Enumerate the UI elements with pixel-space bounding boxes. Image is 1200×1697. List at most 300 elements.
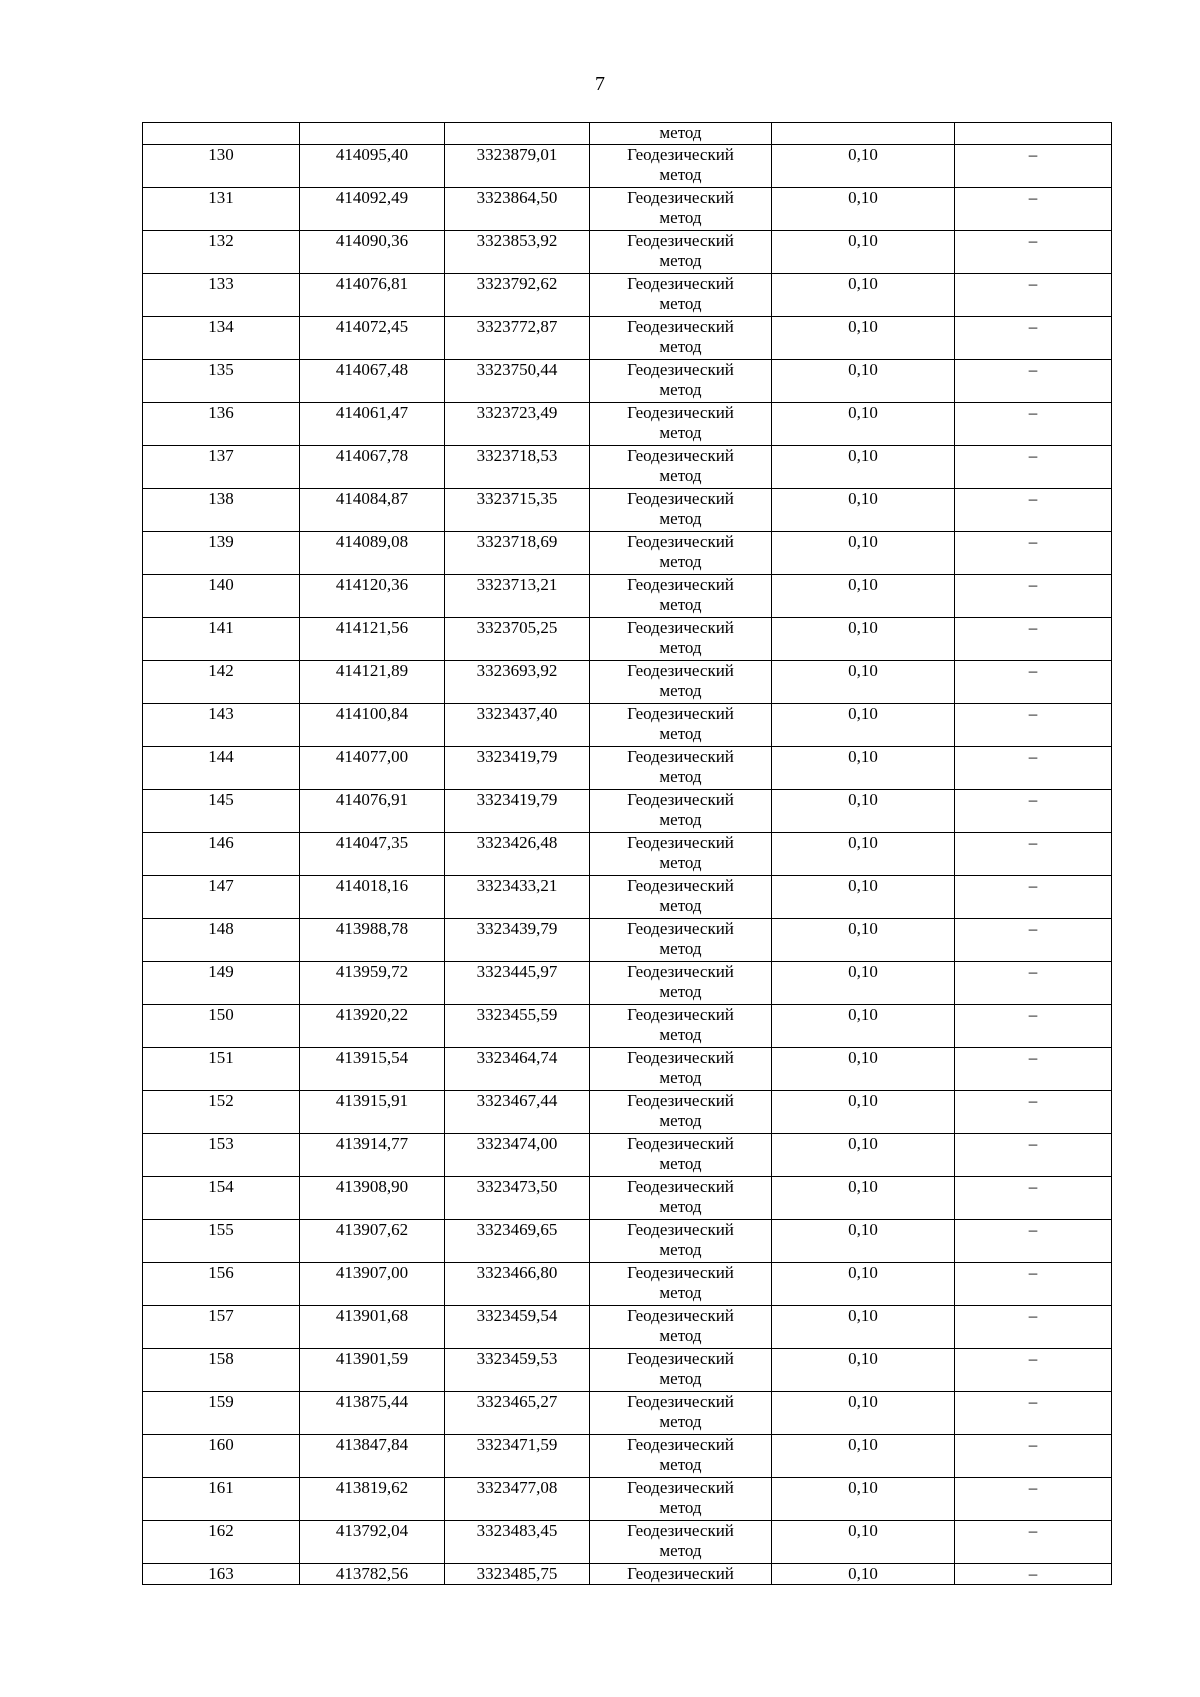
cell-x: 414120,36 xyxy=(300,575,445,618)
cell-x: 414061,47 xyxy=(300,403,445,446)
method-line-2: метод xyxy=(659,982,702,1001)
method-line-1: Геодезический xyxy=(627,661,734,680)
cell-point-number: 149 xyxy=(143,962,300,1005)
cell-method xyxy=(590,489,772,532)
cell-method xyxy=(590,188,772,231)
cell-y: 3323715,35 xyxy=(445,489,590,532)
method-line-2: метод xyxy=(659,1326,702,1345)
cell-point-number: 163 xyxy=(143,1564,300,1585)
cell-point-number: 139 xyxy=(143,532,300,575)
method-line-1: Геодезический xyxy=(627,790,734,809)
method-line-2: метод xyxy=(659,1283,702,1302)
method-line-1: Геодезический xyxy=(627,833,734,852)
method-line-1: Геодезический xyxy=(627,1048,734,1067)
method-line-1: Геодезический xyxy=(627,1263,734,1282)
method-line-1: Геодезический xyxy=(627,489,734,508)
method-line-2: метод xyxy=(659,1369,702,1388)
table-row xyxy=(143,1177,1112,1220)
cell-accuracy xyxy=(772,123,955,145)
cell-dash: – xyxy=(955,446,1112,489)
cell-x: 414047,35 xyxy=(300,833,445,876)
cell-dash: – xyxy=(955,1048,1112,1091)
cell-y: 3323718,69 xyxy=(445,532,590,575)
cell-method xyxy=(590,833,772,876)
cell-accuracy: 0,10 xyxy=(772,1005,955,1048)
cell-x: 413907,00 xyxy=(300,1263,445,1306)
cell-x: 413875,44 xyxy=(300,1392,445,1435)
method-line-2: метод xyxy=(659,1412,702,1431)
cell-method xyxy=(590,446,772,489)
table-row xyxy=(143,833,1112,876)
cell-method xyxy=(590,575,772,618)
cell-x: 413901,59 xyxy=(300,1349,445,1392)
cell-dash: – xyxy=(955,1005,1112,1048)
method-line-1: Геодезический xyxy=(627,1134,734,1153)
method-line-2: метод xyxy=(659,1154,702,1173)
method-line-1: Геодезический xyxy=(627,876,734,895)
method-line-2: метод xyxy=(659,595,702,614)
cell-dash: – xyxy=(955,360,1112,403)
table-row xyxy=(143,747,1112,790)
cell-accuracy: 0,10 xyxy=(772,188,955,231)
cell-x: 413792,04 xyxy=(300,1521,445,1564)
cell-point-number: 162 xyxy=(143,1521,300,1564)
method-line-2: метод xyxy=(659,1111,702,1130)
cell-x: 413847,84 xyxy=(300,1435,445,1478)
cell-y xyxy=(445,123,590,145)
method-line-1: Геодезический xyxy=(627,231,734,250)
table-row xyxy=(143,1392,1112,1435)
cell-point-number: 161 xyxy=(143,1478,300,1521)
cell-x: 414067,48 xyxy=(300,360,445,403)
cell-method xyxy=(590,1392,772,1435)
cell-y: 3323455,59 xyxy=(445,1005,590,1048)
cell-y: 3323485,75 xyxy=(445,1564,590,1585)
cell-point-number: 137 xyxy=(143,446,300,489)
table-row xyxy=(143,1306,1112,1349)
cell-dash: – xyxy=(955,661,1112,704)
cell-method xyxy=(590,1220,772,1263)
cell-method xyxy=(590,962,772,1005)
cell-y: 3323437,40 xyxy=(445,704,590,747)
cell-x: 414077,00 xyxy=(300,747,445,790)
cell-y: 3323419,79 xyxy=(445,747,590,790)
cell-accuracy: 0,10 xyxy=(772,575,955,618)
method-line-1: Геодезический xyxy=(627,403,734,422)
table-row xyxy=(143,1134,1112,1177)
method-line-2: метод xyxy=(659,208,702,227)
cell-accuracy: 0,10 xyxy=(772,1478,955,1521)
cell-accuracy: 0,10 xyxy=(772,231,955,274)
cell-point-number: 147 xyxy=(143,876,300,919)
cell-dash: – xyxy=(955,747,1112,790)
cell-method xyxy=(590,1349,772,1392)
cell-point-number: 138 xyxy=(143,489,300,532)
cell-accuracy: 0,10 xyxy=(772,360,955,403)
cell-accuracy: 0,10 xyxy=(772,1392,955,1435)
cell-accuracy: 0,10 xyxy=(772,1048,955,1091)
cell-point-number: 143 xyxy=(143,704,300,747)
cell-accuracy: 0,10 xyxy=(772,1134,955,1177)
cell-x: 413908,90 xyxy=(300,1177,445,1220)
cell-accuracy: 0,10 xyxy=(772,962,955,1005)
cell-y: 3323483,45 xyxy=(445,1521,590,1564)
cell-dash: – xyxy=(955,876,1112,919)
cell-method xyxy=(590,274,772,317)
cell-method xyxy=(590,1478,772,1521)
method-line-2: метод xyxy=(659,853,702,872)
method-line-1: Геодезический xyxy=(627,1349,734,1368)
cell-point-number: 153 xyxy=(143,1134,300,1177)
method-line-2: метод xyxy=(659,294,702,313)
cell-y: 3323792,62 xyxy=(445,274,590,317)
cell-dash: – xyxy=(955,317,1112,360)
cell-dash: – xyxy=(955,1091,1112,1134)
cell-dash: – xyxy=(955,1478,1112,1521)
cell-dash: – xyxy=(955,919,1112,962)
cell-y: 3323693,92 xyxy=(445,661,590,704)
cell-point-number: 141 xyxy=(143,618,300,661)
cell-method xyxy=(590,1091,772,1134)
cell-accuracy: 0,10 xyxy=(772,1177,955,1220)
cell-method xyxy=(590,1435,772,1478)
cell-point-number: 145 xyxy=(143,790,300,833)
cell-x: 414090,36 xyxy=(300,231,445,274)
table-row xyxy=(143,1263,1112,1306)
method-line-2: метод xyxy=(659,896,702,915)
cell-accuracy: 0,10 xyxy=(772,1263,955,1306)
cell-point-number: 151 xyxy=(143,1048,300,1091)
method-line-2: метод xyxy=(659,509,702,528)
cell-x: 414121,89 xyxy=(300,661,445,704)
cell-point-number: 142 xyxy=(143,661,300,704)
cell-accuracy: 0,10 xyxy=(772,1306,955,1349)
cell-method xyxy=(590,231,772,274)
cell-accuracy: 0,10 xyxy=(772,446,955,489)
method-line-2: метод xyxy=(659,466,702,485)
cell-point-number: 140 xyxy=(143,575,300,618)
cell-y: 3323713,21 xyxy=(445,575,590,618)
cell-dash: – xyxy=(955,1263,1112,1306)
method-line-1: Геодезический xyxy=(627,1220,734,1239)
cell-accuracy: 0,10 xyxy=(772,1349,955,1392)
method-line-2: метод xyxy=(659,552,702,571)
cell-point-number: 132 xyxy=(143,231,300,274)
table-row xyxy=(143,919,1112,962)
cell-method xyxy=(590,532,772,575)
cell-y: 3323750,44 xyxy=(445,360,590,403)
cell-accuracy: 0,10 xyxy=(772,1220,955,1263)
cell-point-number xyxy=(143,123,300,145)
cell-point-number: 160 xyxy=(143,1435,300,1478)
method-line-1: Геодезический xyxy=(627,618,734,637)
method-line-2: метод xyxy=(659,638,702,657)
cell-dash: – xyxy=(955,403,1112,446)
cell-y: 3323864,50 xyxy=(445,188,590,231)
method-line-2: метод xyxy=(659,1541,702,1560)
cell-x: 413914,77 xyxy=(300,1134,445,1177)
table-row xyxy=(143,1349,1112,1392)
cell-accuracy: 0,10 xyxy=(772,532,955,575)
cell-method xyxy=(590,661,772,704)
cell-y: 3323879,01 xyxy=(445,145,590,188)
cell-x: 413915,91 xyxy=(300,1091,445,1134)
cell-x: 413907,62 xyxy=(300,1220,445,1263)
cell-y: 3323445,97 xyxy=(445,962,590,1005)
method-line-2: метод xyxy=(659,724,702,743)
table-row xyxy=(143,1478,1112,1521)
method-line-1: Геодезический xyxy=(627,1005,734,1024)
cell-x: 414095,40 xyxy=(300,145,445,188)
cell-point-number: 134 xyxy=(143,317,300,360)
method-line-1: Геодезический xyxy=(627,1435,734,1454)
cell-method: Геодезический xyxy=(590,1564,772,1585)
cell-dash xyxy=(955,123,1112,145)
cell-method xyxy=(590,1263,772,1306)
method-line-1: Геодезический xyxy=(627,747,734,766)
method-line-1: Геодезический xyxy=(627,1478,734,1497)
table-row xyxy=(143,1048,1112,1091)
cell-method xyxy=(590,1521,772,1564)
cell-y: 3323853,92 xyxy=(445,231,590,274)
cell-dash: – xyxy=(955,575,1112,618)
cell-y: 3323465,27 xyxy=(445,1392,590,1435)
method-line-1: Геодезический xyxy=(627,575,734,594)
method-line-1: Геодезический xyxy=(627,919,734,938)
table-row xyxy=(143,274,1112,317)
method-line-2: метод xyxy=(659,165,702,184)
cell-accuracy: 0,10 xyxy=(772,1564,955,1585)
cell-dash: – xyxy=(955,1435,1112,1478)
coordinates-table xyxy=(142,122,1112,1585)
cell-dash: – xyxy=(955,1306,1112,1349)
method-line-2: метод xyxy=(659,681,702,700)
table-row xyxy=(143,661,1112,704)
method-line-2: метод xyxy=(659,939,702,958)
cell-dash: – xyxy=(955,833,1112,876)
table-row xyxy=(143,188,1112,231)
method-line-1: Геодезический xyxy=(627,274,734,293)
cell-point-number: 152 xyxy=(143,1091,300,1134)
cell-method xyxy=(590,790,772,833)
cell-method xyxy=(590,360,772,403)
cell-accuracy: 0,10 xyxy=(772,1435,955,1478)
cell-y: 3323426,48 xyxy=(445,833,590,876)
table-row xyxy=(143,489,1112,532)
continuation-row xyxy=(143,123,1112,145)
table-row xyxy=(143,1521,1112,1564)
cell-point-number: 159 xyxy=(143,1392,300,1435)
cell-method xyxy=(590,919,772,962)
table-row xyxy=(143,446,1112,489)
method-line-1: Геодезический xyxy=(627,1392,734,1411)
cell-x: 413920,22 xyxy=(300,1005,445,1048)
cell-dash: – xyxy=(955,1564,1112,1585)
cell-x: 414092,49 xyxy=(300,188,445,231)
cell-point-number: 156 xyxy=(143,1263,300,1306)
cell-y: 3323464,74 xyxy=(445,1048,590,1091)
cell-x xyxy=(300,123,445,145)
cell-accuracy: 0,10 xyxy=(772,704,955,747)
cell-y: 3323723,49 xyxy=(445,403,590,446)
cell-method xyxy=(590,1177,772,1220)
cell-accuracy: 0,10 xyxy=(772,790,955,833)
table-row xyxy=(143,231,1112,274)
method-line-1: Геодезический xyxy=(627,188,734,207)
cell-method: метод xyxy=(590,123,772,145)
table-row xyxy=(143,1220,1112,1263)
cell-method xyxy=(590,1306,772,1349)
method-line-1: Геодезический xyxy=(627,360,734,379)
cell-point-number: 144 xyxy=(143,747,300,790)
table-row xyxy=(143,790,1112,833)
table-body xyxy=(143,123,1112,1585)
table-row xyxy=(143,876,1112,919)
cell-point-number: 158 xyxy=(143,1349,300,1392)
cell-y: 3323459,53 xyxy=(445,1349,590,1392)
method-line-2: метод xyxy=(659,423,702,442)
cell-dash: – xyxy=(955,618,1112,661)
cell-x: 414084,87 xyxy=(300,489,445,532)
cell-dash: – xyxy=(955,790,1112,833)
cell-dash: – xyxy=(955,962,1112,1005)
cell-method xyxy=(590,876,772,919)
table-row xyxy=(143,403,1112,446)
cell-y: 3323473,50 xyxy=(445,1177,590,1220)
page-number: 7 xyxy=(595,73,605,95)
cell-dash: – xyxy=(955,489,1112,532)
cell-method xyxy=(590,403,772,446)
table-row xyxy=(143,575,1112,618)
cell-dash: – xyxy=(955,1521,1112,1564)
cell-dash: – xyxy=(955,1220,1112,1263)
cell-accuracy: 0,10 xyxy=(772,1091,955,1134)
cell-dash: – xyxy=(955,532,1112,575)
cell-y: 3323419,79 xyxy=(445,790,590,833)
method-line-1: Геодезический xyxy=(627,145,734,164)
cell-x: 413782,56 xyxy=(300,1564,445,1585)
method-line-1: Геодезический xyxy=(627,962,734,981)
table-row xyxy=(143,317,1112,360)
cell-y: 3323772,87 xyxy=(445,317,590,360)
cell-y: 3323466,80 xyxy=(445,1263,590,1306)
cell-accuracy: 0,10 xyxy=(772,876,955,919)
method-line-2: метод xyxy=(659,767,702,786)
table-row xyxy=(143,532,1112,575)
cell-y: 3323477,08 xyxy=(445,1478,590,1521)
table-row xyxy=(143,1091,1112,1134)
cell-y: 3323433,21 xyxy=(445,876,590,919)
cell-method xyxy=(590,618,772,661)
method-line-1: Геодезический xyxy=(627,1521,734,1540)
cell-x: 414121,56 xyxy=(300,618,445,661)
cell-point-number: 136 xyxy=(143,403,300,446)
table-row xyxy=(143,145,1112,188)
cell-dash: – xyxy=(955,274,1112,317)
table-row xyxy=(143,1435,1112,1478)
cell-y: 3323705,25 xyxy=(445,618,590,661)
cell-y: 3323469,65 xyxy=(445,1220,590,1263)
cell-point-number: 130 xyxy=(143,145,300,188)
cell-point-number: 148 xyxy=(143,919,300,962)
method-line-1: Геодезический xyxy=(627,317,734,336)
cell-accuracy: 0,10 xyxy=(772,833,955,876)
table-row xyxy=(143,704,1112,747)
cell-accuracy: 0,10 xyxy=(772,1521,955,1564)
cell-x: 414076,81 xyxy=(300,274,445,317)
cell-point-number: 135 xyxy=(143,360,300,403)
cell-x: 414089,08 xyxy=(300,532,445,575)
table-row xyxy=(143,618,1112,661)
cell-x: 414067,78 xyxy=(300,446,445,489)
cell-method xyxy=(590,704,772,747)
method-line-2: метод xyxy=(659,1498,702,1517)
cell-accuracy: 0,10 xyxy=(772,489,955,532)
method-line-2: метод xyxy=(659,251,702,270)
cell-point-number: 131 xyxy=(143,188,300,231)
cell-accuracy: 0,10 xyxy=(772,274,955,317)
table-row xyxy=(143,962,1112,1005)
cell-y: 3323467,44 xyxy=(445,1091,590,1134)
cell-method xyxy=(590,1134,772,1177)
method-line-1: Геодезический xyxy=(627,704,734,723)
method-line-2: метод xyxy=(659,1025,702,1044)
method-line-1: Геодезический xyxy=(627,446,734,465)
method-line-2: метод xyxy=(659,1068,702,1087)
cell-accuracy: 0,10 xyxy=(772,919,955,962)
cell-x: 413988,78 xyxy=(300,919,445,962)
cell-point-number: 150 xyxy=(143,1005,300,1048)
cell-point-number: 146 xyxy=(143,833,300,876)
cell-dash: – xyxy=(955,1134,1112,1177)
method-line-2: метод xyxy=(659,1455,702,1474)
cell-accuracy: 0,10 xyxy=(772,145,955,188)
cell-y: 3323474,00 xyxy=(445,1134,590,1177)
cell-x: 413819,62 xyxy=(300,1478,445,1521)
cell-accuracy: 0,10 xyxy=(772,618,955,661)
method-line-1: Геодезический xyxy=(627,1177,734,1196)
cell-accuracy: 0,10 xyxy=(772,317,955,360)
cell-x: 414072,45 xyxy=(300,317,445,360)
table-row xyxy=(143,360,1112,403)
cell-method xyxy=(590,1048,772,1091)
cell-point-number: 154 xyxy=(143,1177,300,1220)
cell-dash: – xyxy=(955,704,1112,747)
cell-accuracy: 0,10 xyxy=(772,747,955,790)
method-line-2: метод xyxy=(659,810,702,829)
cell-point-number: 133 xyxy=(143,274,300,317)
table-row xyxy=(143,1005,1112,1048)
cell-dash: – xyxy=(955,231,1112,274)
method-line-2: метод xyxy=(659,1197,702,1216)
method-line-2: метод xyxy=(659,380,702,399)
method-line-1: Геодезический xyxy=(627,1091,734,1110)
cell-y: 3323718,53 xyxy=(445,446,590,489)
cell-method xyxy=(590,747,772,790)
cell-point-number: 155 xyxy=(143,1220,300,1263)
cell-method xyxy=(590,145,772,188)
method-line-1: Геодезический xyxy=(627,532,734,551)
cell-x: 413915,54 xyxy=(300,1048,445,1091)
cell-method xyxy=(590,317,772,360)
cell-y: 3323459,54 xyxy=(445,1306,590,1349)
method-line-2: метод xyxy=(659,1240,702,1259)
cell-dash: – xyxy=(955,1349,1112,1392)
cell-x: 414018,16 xyxy=(300,876,445,919)
method-line-1: Геодезический xyxy=(627,1306,734,1325)
cell-method xyxy=(590,1005,772,1048)
cell-point-number: 157 xyxy=(143,1306,300,1349)
